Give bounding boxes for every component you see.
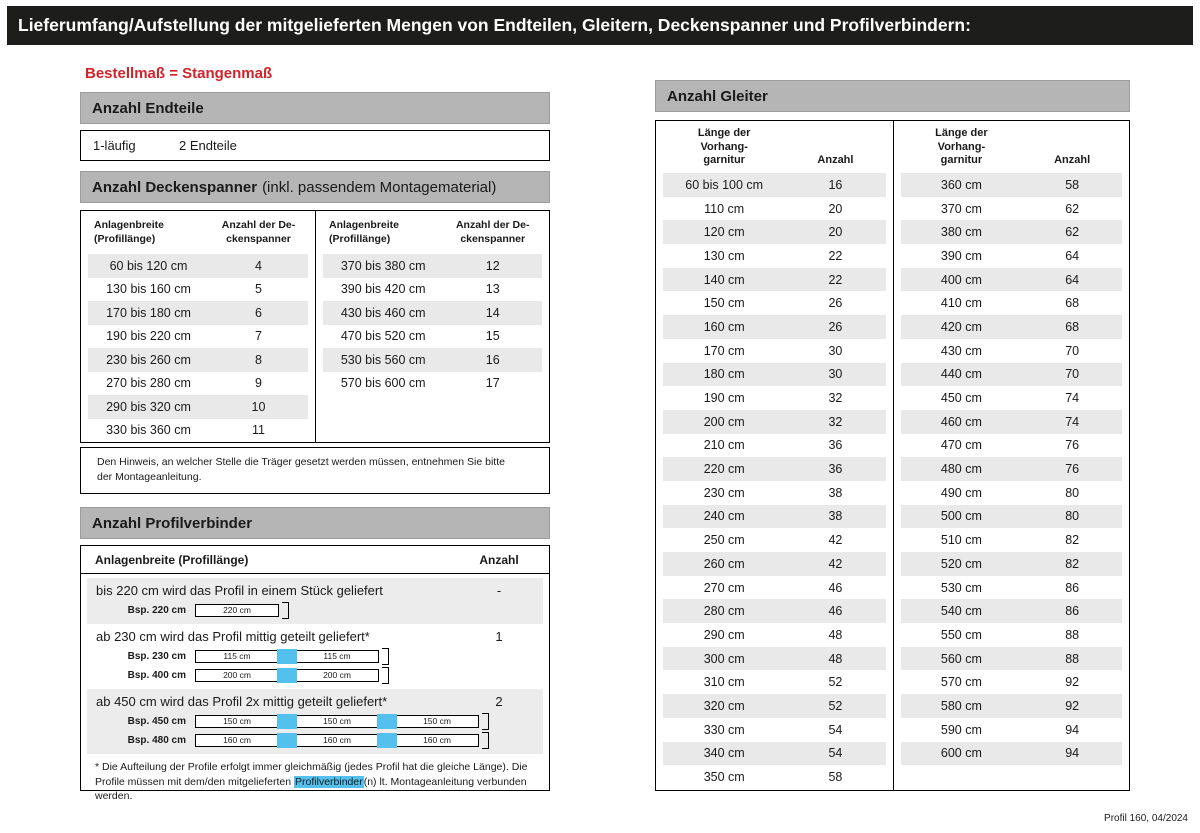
row-label: 310 cm (703, 675, 745, 690)
table-row (663, 623, 886, 647)
row-value: 30 (828, 343, 843, 358)
column-header-anzahl-deckenspanner: Anzahl der De- ckenspanner (221, 218, 296, 245)
row-value: 10 (251, 399, 266, 414)
example-label: Bsp. 220 cm (127, 605, 186, 616)
table-row (663, 505, 886, 529)
profile-segment: 160 cm (395, 734, 479, 747)
table-row (901, 718, 1123, 742)
table-row (901, 576, 1123, 600)
profilverbinder-sections (81, 574, 549, 754)
profile-segment: 200 cm (195, 669, 279, 682)
row-label: 230 bis 260 cm (106, 352, 191, 367)
example-label: Bsp. 400 cm (127, 670, 186, 681)
table-row (663, 599, 886, 623)
row-label: 270 bis 280 cm (106, 376, 191, 391)
row-value: 12 (485, 258, 500, 273)
row-label: 330 bis 360 cm (106, 423, 191, 438)
table-row (901, 457, 1123, 481)
table-row (901, 386, 1123, 410)
section-header-gleiter: Anzahl Gleiter (655, 80, 1130, 112)
row-value: 32 (828, 391, 843, 406)
table-header-row (663, 121, 886, 173)
row-label: 560 cm (940, 651, 982, 666)
row-value: 70 (1065, 367, 1080, 382)
row-value: 42 (828, 533, 843, 548)
row-label: 130 cm (703, 248, 745, 263)
row-value: 94 (1065, 722, 1080, 737)
end-piece-icon (282, 602, 289, 619)
profile-example-row (87, 666, 543, 685)
row-label: 540 cm (940, 604, 982, 619)
order-measure-note: Bestellmaß = Stangenmaß (85, 65, 273, 82)
profile-segment: 160 cm (295, 734, 379, 747)
row-label: 320 cm (703, 698, 745, 713)
row-value: 92 (1065, 675, 1080, 690)
table-row (901, 552, 1123, 576)
row-label: 580 cm (940, 698, 982, 713)
row-label: 230 cm (703, 485, 745, 500)
header-regular-text: (inkl. passendem Montagematerial) (262, 178, 497, 196)
row-value: 26 (828, 296, 843, 311)
profilverbinder-section (87, 689, 543, 754)
row-value: 62 (1065, 201, 1080, 216)
row-label: 350 cm (703, 770, 745, 785)
table-row (663, 765, 886, 789)
example-label: Bsp. 450 cm (127, 716, 186, 727)
row-label: 530 cm (940, 580, 982, 595)
column-header-anzahl: Anzahl (1054, 154, 1091, 167)
row-label: 480 cm (940, 462, 982, 477)
row-label: 290 cm (703, 627, 745, 642)
row-value: 82 (1065, 533, 1080, 548)
row-value: 54 (828, 722, 843, 737)
row-label: 500 cm (940, 509, 982, 524)
row-value: 13 (485, 282, 500, 297)
section-header-endteile: Anzahl Endteile (80, 92, 550, 124)
table-row (901, 173, 1123, 197)
row-value: 20 (828, 225, 843, 240)
row-label: 290 bis 320 cm (106, 399, 191, 414)
gleiter-table (655, 120, 1130, 791)
row-label: 60 bis 120 cm (109, 258, 188, 273)
row-label: 150 cm (703, 296, 745, 311)
profile-connector-icon (377, 733, 397, 748)
row-label: 300 cm (703, 651, 745, 666)
table-row (88, 372, 308, 396)
row-label: 220 cm (703, 462, 745, 477)
row-label: 160 cm (703, 319, 745, 334)
column-header-anlagenbreite: Anlagenbreite (Profillänge) (95, 552, 249, 567)
table-row (663, 528, 886, 552)
deckenspanner-left-table (81, 211, 315, 442)
page-footer: Profil 160, 04/2024 (1104, 813, 1188, 824)
profile-connector-icon (377, 714, 397, 729)
row-label: 140 cm (703, 272, 745, 287)
row-value: 16 (828, 177, 843, 192)
profile-connector-icon (277, 714, 297, 729)
row-value: 8 (255, 352, 262, 367)
table-row (323, 325, 542, 349)
row-label: 200 cm (703, 414, 745, 429)
row-value: 86 (1065, 580, 1080, 595)
table-row (323, 372, 542, 396)
table-body (88, 254, 308, 442)
profilverbinder-section (87, 624, 543, 689)
table-header-row (901, 121, 1123, 173)
row-label: 210 cm (703, 438, 745, 453)
profile-example-row (87, 712, 543, 731)
table-body (663, 173, 886, 789)
table-row (663, 315, 886, 339)
endteile-table (80, 130, 550, 161)
table-row (901, 434, 1123, 458)
row-label: 370 bis 380 cm (340, 258, 426, 273)
table-row (663, 742, 886, 766)
row-value: 58 (1065, 177, 1080, 192)
row-value: 54 (828, 746, 843, 761)
column-header-laenge: Länge der Vorhang- garnitur (935, 126, 988, 167)
row-value: 92 (1065, 698, 1080, 713)
column-header-anzahl: Anzahl (817, 154, 854, 167)
row-label: 600 cm (940, 746, 982, 761)
deckenspanner-right-table (315, 211, 549, 442)
column-header-anzahl: Anzahl (479, 552, 519, 567)
table-row (901, 528, 1123, 552)
table-row (901, 599, 1123, 623)
row-value: 82 (1065, 556, 1080, 571)
table-row (323, 278, 542, 302)
table-row (663, 670, 886, 694)
row-label: 450 cm (940, 391, 982, 406)
row-label: 460 cm (940, 414, 982, 429)
row-value: 64 (1065, 272, 1080, 287)
row-label: 380 cm (940, 225, 982, 240)
table-row (901, 505, 1123, 529)
row-label: 60 bis 100 cm (685, 177, 764, 192)
row-value: 76 (1065, 462, 1080, 477)
row-value: 58 (828, 770, 843, 785)
section-text: ab 230 cm wird das Profil mittig geteilt geliefert* (96, 629, 370, 644)
row-label: 520 cm (940, 556, 982, 571)
row-value: 38 (828, 509, 843, 524)
row-value: 76 (1065, 438, 1080, 453)
table-row (901, 742, 1123, 766)
row-value: 80 (1065, 485, 1080, 500)
table-row (88, 254, 308, 278)
row-label: 240 cm (703, 509, 745, 524)
row-label: 170 bis 180 cm (106, 305, 191, 320)
table-row (901, 315, 1123, 339)
row-label: 280 cm (703, 604, 745, 619)
table-row (663, 481, 886, 505)
end-piece-icon (482, 713, 489, 730)
row-value: 36 (828, 462, 843, 477)
table-row (663, 220, 886, 244)
row-value: 88 (1065, 627, 1080, 642)
end-piece-icon (382, 667, 389, 684)
table-row (663, 339, 886, 363)
row-label: 420 cm (940, 319, 982, 334)
profile-example-row (87, 647, 543, 666)
row-value: 88 (1065, 651, 1080, 666)
row-label: 570 bis 600 cm (340, 376, 426, 391)
table-row (901, 670, 1123, 694)
row-value: 64 (1065, 248, 1080, 263)
table-row (323, 254, 542, 278)
row-value: 22 (828, 272, 843, 287)
table-body (901, 173, 1123, 765)
row-value: 48 (828, 651, 843, 666)
row-label: 260 cm (703, 556, 745, 571)
row-value: 6 (255, 305, 262, 320)
table-row (901, 647, 1123, 671)
table-row (663, 386, 886, 410)
table-row (663, 268, 886, 292)
page-title: Lieferumfang/Aufstellung der mitgelieferten Mengen von Endteilen, Gleitern, Deckenspanner und Profilverbindern: (7, 6, 1193, 45)
table-row (88, 301, 308, 325)
section-anzahl-value: - (496, 583, 502, 598)
row-label: 360 cm (940, 177, 982, 192)
row-value: 86 (1065, 604, 1080, 619)
table-row (88, 395, 308, 419)
table-row (663, 718, 886, 742)
row-label: 410 cm (940, 296, 982, 311)
deckenspanner-note: Den Hinweis, an welcher Stelle die Träger gesetzt werden müssen, entnehmen Sie bitte der Montageanleitung. (80, 447, 550, 494)
section-anzahl-value: 1 (495, 629, 503, 644)
row-value: 38 (828, 485, 843, 500)
row-value: 30 (828, 367, 843, 382)
row-label: 490 cm (940, 485, 982, 500)
table-row (88, 419, 308, 443)
row-value: 74 (1065, 391, 1080, 406)
row-value: 48 (828, 627, 843, 642)
example-label: Bsp. 480 cm (127, 735, 186, 746)
table-row (663, 576, 886, 600)
row-value: 68 (1065, 319, 1080, 334)
row-value: 15 (485, 329, 500, 344)
table-row (663, 363, 886, 387)
row-value: 4 (255, 258, 262, 273)
footnote-text: (n) lt. Montageanleitung verbunden werden. (95, 775, 527, 803)
table-row (901, 291, 1123, 315)
profile-segment: 160 cm (195, 734, 279, 747)
row-value: 22 (828, 248, 843, 263)
row-label: 530 bis 560 cm (340, 352, 426, 367)
row-label: 130 bis 160 cm (106, 282, 191, 297)
row-value: 20 (828, 201, 843, 216)
row-value: 42 (828, 556, 843, 571)
table-row (901, 694, 1123, 718)
profile-segment: 150 cm (195, 715, 279, 728)
table-row (663, 197, 886, 221)
row-label: 330 cm (703, 722, 745, 737)
gleiter-right-table (893, 121, 1130, 790)
row-label: 440 cm (940, 367, 982, 382)
deckenspanner-table (80, 210, 550, 443)
table-row (88, 278, 308, 302)
profile-connector-icon (277, 733, 297, 748)
endteile-row-label: 1-läufig (93, 138, 136, 153)
row-value: 70 (1065, 343, 1080, 358)
table-row (663, 410, 886, 434)
section-text: bis 220 cm wird das Profil in einem Stück geliefert (96, 583, 383, 598)
row-label: 510 cm (940, 533, 982, 548)
profile-example-row (87, 601, 543, 620)
row-label: 550 cm (940, 627, 982, 642)
profile-example-row (87, 731, 543, 750)
row-value: 14 (485, 305, 500, 320)
profilverbinder-footnote (81, 754, 549, 804)
row-value: 62 (1065, 225, 1080, 240)
profile-segment: 150 cm (395, 715, 479, 728)
row-value: 32 (828, 414, 843, 429)
profile-segment: 115 cm (295, 650, 379, 663)
section-text: ab 450 cm wird das Profil 2x mittig geteilt geliefert* (96, 694, 388, 709)
column-header-laenge: Länge der Vorhang- garnitur (697, 126, 751, 167)
column-header-anzahl-deckenspanner: Anzahl der De- ckenspanner (455, 218, 530, 245)
row-value: 7 (255, 329, 262, 344)
row-value: 94 (1065, 746, 1080, 761)
row-value: 17 (485, 376, 500, 391)
profile-segment: 150 cm (295, 715, 379, 728)
end-piece-icon (482, 732, 489, 749)
row-label: 590 cm (940, 722, 982, 737)
table-row (323, 348, 542, 372)
table-row (901, 623, 1123, 647)
row-label: 470 cm (940, 438, 982, 453)
table-row (663, 457, 886, 481)
profile-connector-icon (277, 649, 297, 664)
table-row (663, 291, 886, 315)
row-value: 46 (828, 604, 843, 619)
row-label: 390 bis 420 cm (340, 282, 426, 297)
table-row (88, 325, 308, 349)
row-label: 110 cm (704, 201, 745, 216)
table-row (663, 434, 886, 458)
row-value: 26 (828, 319, 843, 334)
table-row (901, 363, 1123, 387)
section-header-profilverbinder: Anzahl Profilverbinder (80, 507, 550, 539)
table-row (663, 173, 886, 197)
section-anzahl-value: 2 (495, 694, 503, 709)
profile-segment: 200 cm (295, 669, 379, 682)
table-row (901, 197, 1123, 221)
row-label: 370 cm (940, 201, 982, 216)
profilverbinder-header-row (81, 546, 549, 574)
profile-segment: 220 cm (195, 604, 279, 617)
row-label: 170 cm (703, 343, 745, 358)
table-body (323, 254, 542, 395)
row-value: 52 (828, 698, 843, 713)
example-label: Bsp. 230 cm (127, 651, 186, 662)
table-row (901, 410, 1123, 434)
table-row (663, 244, 886, 268)
header-bold-text: Anzahl Deckenspanner (92, 178, 258, 196)
table-header-row (88, 211, 308, 254)
row-label: 180 cm (703, 367, 745, 382)
table-row (663, 647, 886, 671)
row-label: 430 cm (940, 343, 982, 358)
table-row (323, 301, 542, 325)
section-header-deckenspanner (80, 171, 550, 203)
profilverbinder-section (87, 578, 543, 624)
row-value: 74 (1065, 414, 1080, 429)
gleiter-left-table (656, 121, 893, 790)
row-label: 120 cm (703, 225, 745, 240)
row-label: 190 cm (703, 391, 745, 406)
table-row (663, 552, 886, 576)
row-label: 390 cm (940, 248, 982, 263)
row-value: 11 (252, 423, 265, 438)
row-value: 80 (1065, 509, 1080, 524)
row-value: 36 (828, 438, 843, 453)
table-row (901, 481, 1123, 505)
row-label: 400 cm (940, 272, 982, 287)
row-value: 5 (255, 282, 262, 297)
column-header-anlagenbreite: Anlagenbreite (Profillänge) (94, 218, 165, 245)
table-row (901, 268, 1123, 292)
table-row (88, 348, 308, 372)
row-value: 52 (828, 675, 843, 690)
row-value: 46 (828, 580, 843, 595)
profilverbinder-table (80, 545, 550, 803)
column-header-anlagenbreite: Anlagenbreite (Profillänge) (329, 218, 400, 245)
row-value: 9 (255, 376, 262, 391)
row-label: 270 cm (703, 580, 745, 595)
row-label: 190 bis 220 cm (106, 329, 191, 344)
footnote-text: * Die Aufteilung der Profile erfolgt immer gleichmäßig (jedes Profil hat die gleiche Länge). Die Profile müssen mit dem/den mitgelieferten (95, 761, 528, 788)
end-piece-icon (382, 648, 389, 665)
row-value: 68 (1065, 296, 1080, 311)
profile-segment: 115 cm (195, 650, 279, 663)
row-label: 340 cm (703, 746, 745, 761)
row-value: 16 (485, 352, 500, 367)
table-row (901, 244, 1123, 268)
footnote-highlight: Profilverbinder (295, 775, 363, 788)
table-header-row (323, 211, 542, 254)
row-label: 430 bis 460 cm (340, 305, 426, 320)
endteile-row-value: 2 Endteile (179, 138, 237, 153)
row-label: 570 cm (940, 675, 982, 690)
table-row (663, 694, 886, 718)
table-row (901, 339, 1123, 363)
table-row (901, 220, 1123, 244)
profile-connector-icon (277, 668, 297, 683)
row-label: 470 bis 520 cm (340, 329, 426, 344)
row-label: 250 cm (703, 533, 745, 548)
